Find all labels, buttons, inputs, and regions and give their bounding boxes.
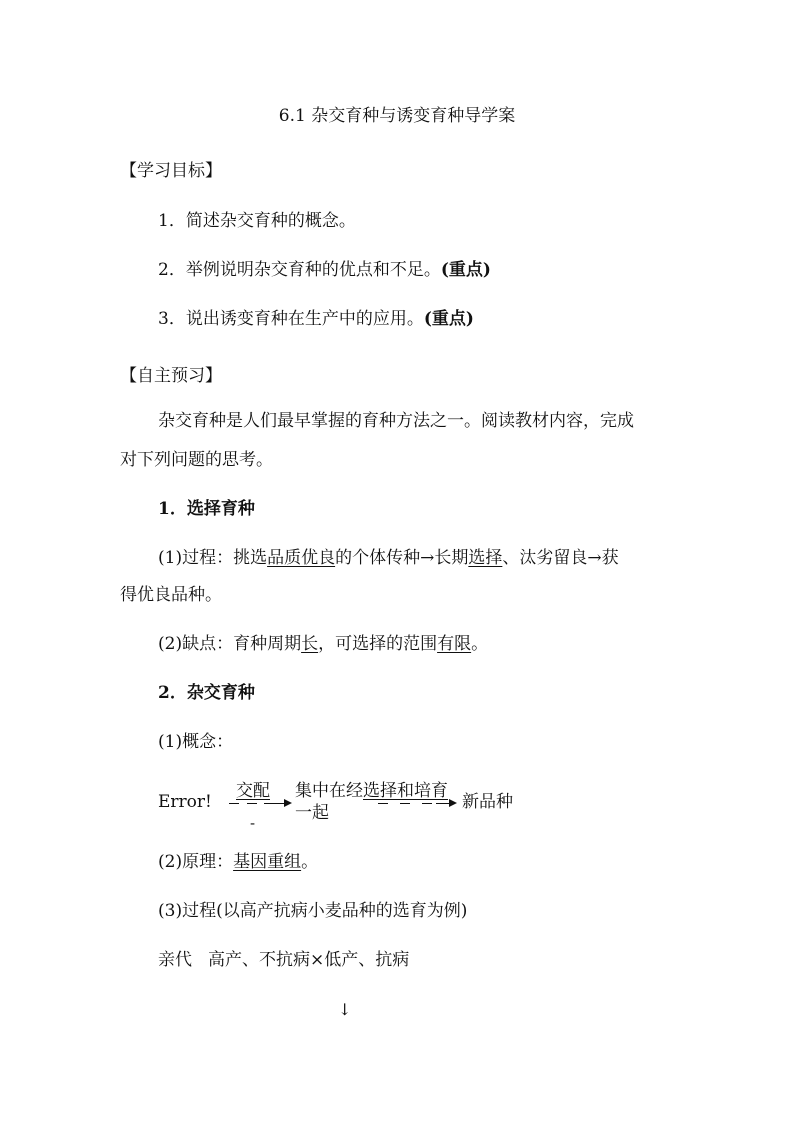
- arrow-sublabel: -: [250, 814, 256, 832]
- intro-line-1: 杂交育种是人们最早掌握的育种方法之一。阅读教材内容，完成: [158, 411, 634, 431]
- error-text: Error!: [158, 792, 212, 812]
- objective-item-3: [158, 307, 474, 331]
- text-segment: (2)缺点：育种周期: [158, 634, 302, 654]
- objective-num: 3．: [158, 309, 186, 329]
- arrow-dash: [400, 803, 410, 804]
- arrow-head-icon: [284, 799, 292, 807]
- fill-in-answer: 基因重组: [233, 852, 302, 872]
- text-segment: 集中在经: [295, 781, 363, 801]
- section-1-title: 1．选择育种: [158, 499, 255, 519]
- arrow-dash: [247, 803, 257, 804]
- fill-in-answer: 选择: [468, 548, 503, 568]
- fill-in-answer: 有限: [437, 634, 472, 654]
- principle-line: [158, 850, 318, 874]
- arrow-line: [436, 803, 450, 804]
- text-segment: (1)过程：挑选: [158, 548, 268, 568]
- section-1-drawback: [158, 632, 488, 656]
- arrow-dash: [229, 803, 239, 804]
- section-2-title: 2．杂交育种: [158, 683, 255, 703]
- objectives-heading: 【学习目标】: [120, 161, 222, 181]
- text-segment: 。: [471, 634, 489, 654]
- objective-num: 2．: [158, 260, 186, 280]
- objective-tag: (重点): [440, 260, 491, 280]
- section-1-process-line-2: 得优良品种。: [120, 585, 222, 605]
- fill-in-answer: 长: [301, 634, 319, 654]
- text-segment: 、汰劣留良→获: [502, 548, 619, 568]
- text-segment: ，可选择的范围: [318, 634, 438, 654]
- objective-tag: (重点): [423, 309, 474, 329]
- arrow-label-select: 选择和培育: [363, 781, 448, 801]
- arrow-dash: [422, 803, 432, 804]
- down-arrow-icon: ↓: [338, 1000, 352, 1019]
- objective-text: 简述杂交育种的概念。: [185, 211, 356, 231]
- process-title: (3)过程(以高产抗病小麦品种的选育为例): [158, 901, 468, 921]
- objective-num: 1．: [158, 211, 186, 231]
- text-segment: 的个体传种→长期: [335, 548, 469, 568]
- concept-middle-bottom: 一起: [295, 803, 329, 823]
- section-1-process-line-1: [158, 546, 619, 570]
- parent-label: 亲代: [158, 950, 192, 970]
- preview-heading: 【自主预习】: [120, 366, 222, 386]
- intro-line-2: 对下列问题的思考。: [120, 450, 273, 470]
- arrow-label-mating: 交配: [236, 781, 270, 801]
- objective-item-2: [158, 258, 491, 282]
- arrow-dash: [378, 803, 388, 804]
- objective-text: 举例说明杂交育种的优点和不足。: [185, 260, 441, 280]
- page-title: 6.1 杂交育种与诱变育种导学案: [278, 106, 516, 126]
- concept-middle-top: [295, 779, 448, 803]
- arrow-line: [264, 803, 284, 804]
- parent-cross: 高产、不抗病×低产、抗病: [208, 950, 410, 970]
- objective-item-1: [158, 209, 356, 233]
- objective-text: 说出诱变育种在生产中的应用。: [185, 309, 424, 329]
- fill-in-answer: 品质优良: [267, 548, 336, 568]
- arrow-head-icon: [449, 799, 457, 807]
- text-segment: (2)原理：: [158, 852, 234, 872]
- text-segment: 。: [301, 852, 319, 872]
- concept-result: 新品种: [462, 792, 513, 812]
- concept-label: (1)概念：: [158, 732, 234, 752]
- parent-generation: [158, 948, 409, 972]
